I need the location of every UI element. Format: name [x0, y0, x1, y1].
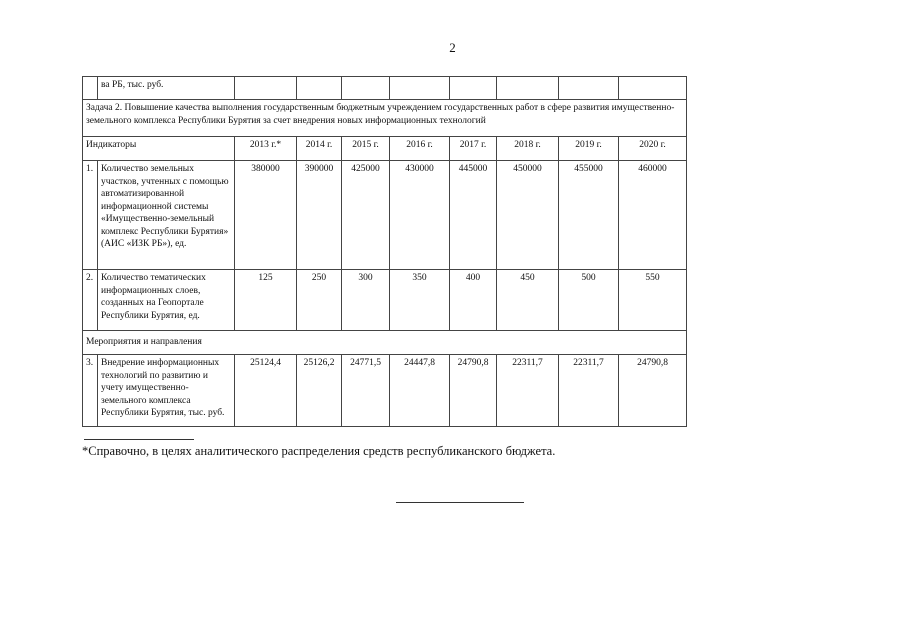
- value-cell: 450: [497, 270, 559, 331]
- value-cell: 445000: [450, 161, 497, 270]
- row-index: 1.: [83, 161, 98, 270]
- value-cell: 300: [342, 270, 390, 331]
- task-heading: Задача 2. Повышение качества выполнения государственным бюджетным учреждением государственных работ в сфере развития имущественно-земельного комплекса Республики Бурятия за счет внедрения новых информационных технологий: [83, 100, 687, 137]
- value-cell: 22311,7: [497, 355, 559, 427]
- table-row-continuation: [83, 77, 687, 100]
- task-row: [83, 100, 687, 137]
- value-cell: 125: [235, 270, 297, 331]
- value-cell: 455000: [559, 161, 619, 270]
- end-divider: [396, 502, 524, 503]
- measures-row: [83, 331, 687, 355]
- footnote-divider: [84, 439, 194, 440]
- indicator-name: Количество земельных участков, учтенных с помощью автоматизированной информационной системы «Имущественно-земельный комплекс Республики Бурятия» (АИС «ИЗК РБ»), ед.: [98, 161, 235, 270]
- value-cell: 25124,4: [235, 355, 297, 427]
- value-cell: 550: [619, 270, 687, 331]
- header-indicators: Индикаторы: [83, 137, 235, 161]
- header-year: 2013 г.*: [235, 137, 297, 161]
- indicator-name: Количество тематических информационных слоев, созданных на Геопортале Республики Бурятия, ед.: [98, 270, 235, 331]
- value-cell: 24771,5: [342, 355, 390, 427]
- value-cell: 380000: [235, 161, 297, 270]
- row-index: 3.: [83, 355, 98, 427]
- table-header-row: [83, 137, 687, 161]
- value-cell: 24790,8: [450, 355, 497, 427]
- value-cell: 460000: [619, 161, 687, 270]
- value-cell: 250: [297, 270, 342, 331]
- value-cell: 430000: [390, 161, 450, 270]
- header-year: 2017 г.: [450, 137, 497, 161]
- header-year: 2014 г.: [297, 137, 342, 161]
- header-year: 2015 г.: [342, 137, 390, 161]
- value-cell: 25126,2: [297, 355, 342, 427]
- header-year: 2018 г.: [497, 137, 559, 161]
- indicators-table: [82, 76, 687, 427]
- measure-name: Внедрение информационных технологий по развитию и учету имущественно-земельного комплекса Республики Бурятия, тыс. руб.: [98, 355, 235, 427]
- value-cell: 22311,7: [559, 355, 619, 427]
- footnote: *Справочно, в целях аналитического распределения средств республиканского бюджета.: [82, 444, 556, 458]
- header-year: 2016 г.: [390, 137, 450, 161]
- table-row: [83, 355, 687, 427]
- value-cell: 400: [450, 270, 497, 331]
- value-cell: 450000: [497, 161, 559, 270]
- value-cell: 390000: [297, 161, 342, 270]
- row-index: 2.: [83, 270, 98, 331]
- page-number: 2: [449, 40, 456, 55]
- value-cell: 24790,8: [619, 355, 687, 427]
- header-year: 2019 г.: [559, 137, 619, 161]
- value-cell: 500: [559, 270, 619, 331]
- measures-heading: Мероприятия и направления: [83, 331, 687, 355]
- value-cell: 350: [390, 270, 450, 331]
- table-row: [83, 270, 687, 331]
- value-cell: 24447,8: [390, 355, 450, 427]
- continuation-label: ва РБ, тыс. руб.: [98, 77, 235, 100]
- header-year: 2020 г.: [619, 137, 687, 161]
- value-cell: 425000: [342, 161, 390, 270]
- table-row: [83, 161, 687, 270]
